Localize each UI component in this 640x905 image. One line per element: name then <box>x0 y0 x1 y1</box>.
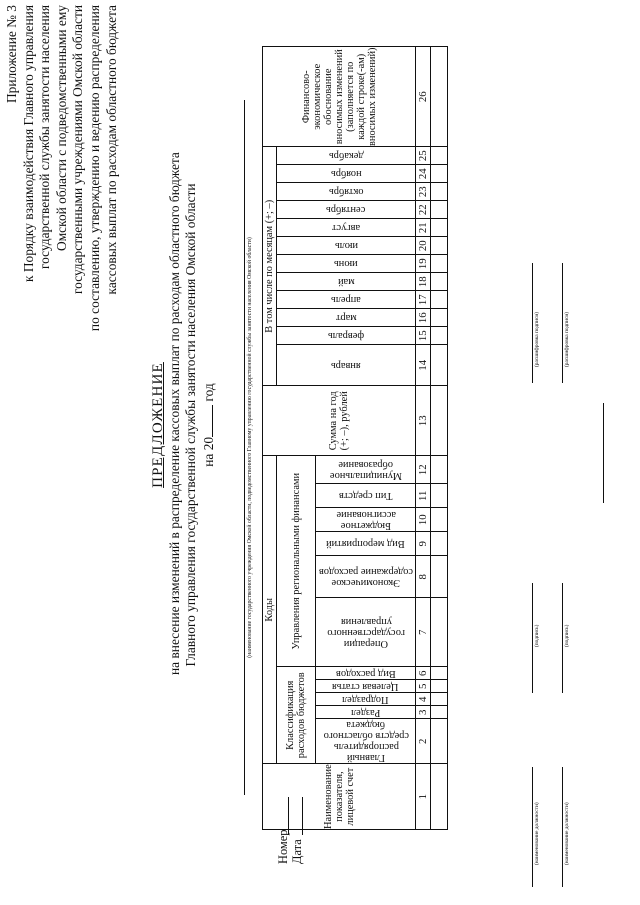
bottom-date-line[interactable] <box>603 403 604 503</box>
col-number: 10 <box>416 508 431 532</box>
col-number: 19 <box>416 255 431 273</box>
appendix-line: к Порядку взаимодействия Главного управления <box>20 5 36 282</box>
table-cell[interactable] <box>431 255 448 273</box>
table-cell[interactable] <box>431 693 448 706</box>
table-cell[interactable] <box>431 165 448 183</box>
col-number: 1 <box>416 764 431 830</box>
table-cell[interactable] <box>431 147 448 165</box>
signature-caption-2: (подпись) <box>564 624 570 647</box>
col-number: 4 <box>416 693 431 706</box>
month-header: июль <box>277 237 416 255</box>
proposal-table <box>262 46 448 830</box>
table-cell[interactable] <box>431 484 448 508</box>
table-cell[interactable] <box>431 183 448 201</box>
table-cell[interactable] <box>431 309 448 327</box>
month-header: май <box>277 273 416 291</box>
regional-col-header: Вид мероприятий <box>316 532 416 556</box>
table-cell[interactable] <box>431 764 448 830</box>
decoding-caption-2: (расшифровка подписи) <box>564 311 570 367</box>
appendix-line: Омской области с подведомственными ему <box>53 5 69 251</box>
col-number: 14 <box>416 345 431 386</box>
position-line-1[interactable] <box>532 767 533 887</box>
year-prefix: на 20 <box>201 436 216 467</box>
table-cell[interactable] <box>431 456 448 484</box>
year-suffix: год <box>201 383 216 402</box>
number-field[interactable] <box>275 797 289 835</box>
col-number: 13 <box>416 386 431 456</box>
class-col-header: Целевая статья <box>316 680 416 693</box>
title-block <box>150 152 217 675</box>
class-col-header: Подраздел <box>316 693 416 706</box>
header-months-group: В том числе по месяцам (+; –) <box>263 147 277 386</box>
month-header: июнь <box>277 255 416 273</box>
class-col-header: Раздел <box>316 706 416 719</box>
table-cell[interactable] <box>431 508 448 532</box>
col-number: 3 <box>416 706 431 719</box>
col-number: 11 <box>416 484 431 508</box>
regional-col-header: Муниципальное образование <box>316 456 416 484</box>
decoding-caption-1: (расшифровка подписи) <box>534 311 540 367</box>
col-number: 15 <box>416 327 431 345</box>
table-cell[interactable] <box>431 719 448 764</box>
table-row <box>431 47 448 830</box>
position-caption-1: (наименование должности) <box>534 802 540 865</box>
table-cell[interactable] <box>431 201 448 219</box>
header-indicator: Наименование показателя, лицевой счет <box>263 764 416 830</box>
month-header: март <box>277 309 416 327</box>
col-number: 7 <box>416 598 431 667</box>
organization-name-field[interactable] <box>244 100 245 795</box>
col-number: 20 <box>416 237 431 255</box>
regional-col-header: Бюджетное ассигнование <box>316 508 416 532</box>
organization-caption: (наименование государственного учреждения Омской области, подведомственного Главному управлению государственной службы занятости населения Омской области) <box>247 237 253 658</box>
appendix-line: государственной службы занятости населения <box>37 5 53 270</box>
table-cell[interactable] <box>431 667 448 680</box>
position-line-2[interactable] <box>562 767 563 887</box>
table-cell[interactable] <box>431 273 448 291</box>
month-header: август <box>277 219 416 237</box>
month-header: ноябрь <box>277 165 416 183</box>
signature-line-1[interactable] <box>532 583 533 693</box>
appendix-header <box>4 5 120 365</box>
month-header: сентябрь <box>277 201 416 219</box>
decoding-line-2[interactable] <box>562 263 563 383</box>
class-col-header: Главный распорядитель средств областного бюджета <box>316 719 416 764</box>
table-cell[interactable] <box>431 237 448 255</box>
month-header: декабрь <box>277 147 416 165</box>
position-caption-2: (наименование должности) <box>564 802 570 865</box>
number-label: Номер <box>276 829 290 864</box>
table-cell[interactable] <box>431 386 448 456</box>
month-header: январь <box>277 345 416 386</box>
title-line-2: Главного управления государственной службы занятости населения Омской области <box>183 183 198 667</box>
date-label: Дата <box>290 839 304 864</box>
year-line <box>200 175 217 675</box>
appendix-line: государственными учреждениями Омской области <box>70 5 86 294</box>
signature-line-2[interactable] <box>562 583 563 693</box>
col-number: 25 <box>416 147 431 165</box>
month-header: апрель <box>277 291 416 309</box>
signature-caption-1: (подпись) <box>534 624 540 647</box>
column-number-row <box>416 47 431 830</box>
col-number: 18 <box>416 273 431 291</box>
table-cell[interactable] <box>431 291 448 309</box>
decoding-line-1[interactable] <box>532 263 533 383</box>
header-sum: Сумма на год (+; –), рублей <box>263 386 416 456</box>
col-number: 5 <box>416 680 431 693</box>
regional-col-header: Операции государственного управления <box>316 598 416 667</box>
document-title: ПРЕДЛОЖЕНИЕ <box>150 362 166 488</box>
regional-col-header: Экономическое содержание расходов <box>316 556 416 598</box>
col-number: 2 <box>416 719 431 764</box>
col-number: 9 <box>416 532 431 556</box>
col-number: 12 <box>416 456 431 484</box>
col-number: 17 <box>416 291 431 309</box>
regional-col-header: Тип средств <box>316 484 416 508</box>
month-header: октябрь <box>277 183 416 201</box>
table-cell[interactable] <box>431 345 448 386</box>
header-codes: Коды <box>263 456 277 764</box>
appendix-line: по составлению, утверждению и ведению распределения <box>86 5 102 332</box>
col-number: 26 <box>416 47 431 147</box>
table-cell[interactable] <box>431 680 448 693</box>
appendix-line: Приложение № 3 <box>4 5 19 104</box>
table-cell[interactable] <box>431 706 448 719</box>
header-regional: Управления региональными финансами <box>277 456 316 667</box>
table-cell[interactable] <box>431 556 448 598</box>
appendix-line: кассовых выплат по расходам областного бюджета <box>103 5 119 295</box>
col-number: 6 <box>416 667 431 680</box>
col-number: 16 <box>416 309 431 327</box>
date-field[interactable] <box>289 797 303 835</box>
month-header: февраль <box>277 327 416 345</box>
col-number: 23 <box>416 183 431 201</box>
class-col-header: Вид расходов <box>316 667 416 680</box>
table-cell[interactable] <box>431 598 448 667</box>
table-cell[interactable] <box>431 327 448 345</box>
header-justification: Финансово-экономическое обоснование вносимых изменений (заполняется по каждой строке(-ам) вносимых изменений) <box>263 47 416 147</box>
col-number: 24 <box>416 165 431 183</box>
table-cell[interactable] <box>431 47 448 147</box>
title-line-1: на внесение изменений в распределение кассовых выплат по расходам областного бюджета <box>167 152 182 675</box>
col-number: 21 <box>416 219 431 237</box>
table-cell[interactable] <box>431 532 448 556</box>
table-cell[interactable] <box>431 219 448 237</box>
year-blank-field[interactable] <box>200 405 213 437</box>
header-classification: Классификация расходов бюджетов <box>277 667 316 764</box>
col-number: 22 <box>416 201 431 219</box>
col-number: 8 <box>416 556 431 598</box>
